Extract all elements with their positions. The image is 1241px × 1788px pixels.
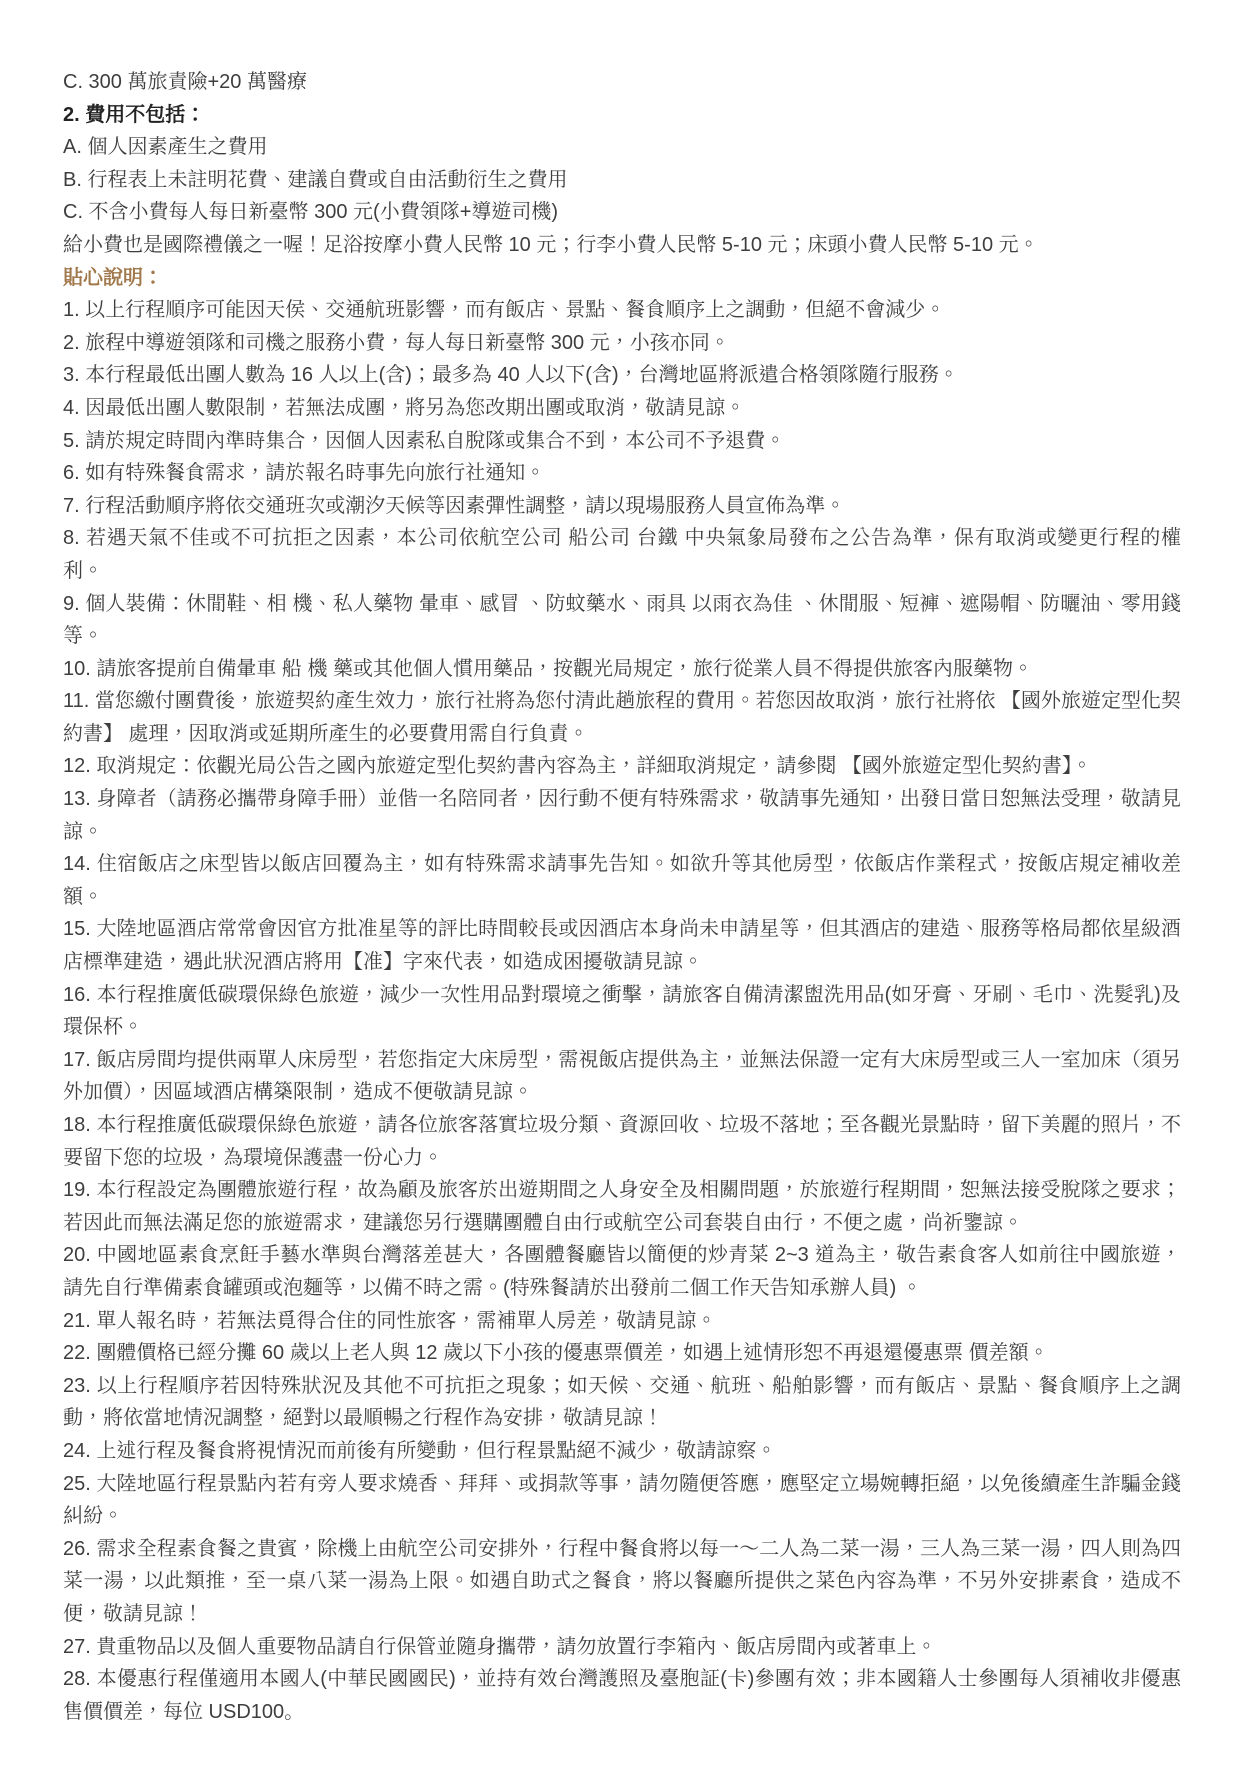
note-number: 6. — [63, 462, 86, 485]
note-item — [63, 425, 1181, 458]
note-item — [63, 750, 1181, 783]
note-number: 10. — [63, 657, 97, 680]
note-number: 11. — [63, 690, 95, 713]
note-item — [63, 1663, 1181, 1728]
note-text: 飯店房間均提供兩單人床房型，若您指定大床房型，需視飯店提供為主，並無法保證一定有大床房型或三人一室加床（須另外加價），因區域酒店構築限制，造成不便敬請見諒。 — [63, 1048, 1182, 1104]
note-text: 當您繳付團費後，旅遊契約產生效力，旅行社將為您付清此趟旅程的費用。若您因故取消，旅行社將依 【國外旅遊定型化契約書】 處理，因取消或延期所產生的必要費用需自行負責。 — [63, 690, 1181, 745]
note-number: 5. — [63, 429, 86, 452]
note-text: 本優惠行程僅適用本國人(中華民國國民)，並持有效台灣護照及臺胞証(卡)參團有效；非本國籍人士參團每人須補收非優惠售價價差，每位 USD100。 — [63, 1668, 1182, 1723]
note-text: 請於規定時間內準時集合，因個人因素私自脫隊或集合不到，本公司不予退費。 — [85, 429, 786, 452]
note-item — [63, 1435, 1181, 1468]
note-number: 18. — [63, 1114, 97, 1136]
note-item — [63, 294, 1181, 327]
note-text: 如有特殊餐食需求，請於報名時事先向旅行社通知。 — [85, 462, 546, 485]
note-item — [63, 685, 1181, 750]
note-number: 23. — [63, 1374, 97, 1397]
note-item — [63, 1239, 1181, 1304]
note-number: 26. — [63, 1537, 97, 1560]
note-item — [63, 1533, 1181, 1631]
note-number: 17. — [63, 1048, 97, 1071]
note-item — [63, 1468, 1181, 1533]
fees-line: 2. 費用不包括： — [63, 103, 206, 126]
note-number: 9. — [63, 592, 86, 615]
note-text: 本行程推廣低碳環保綠色旅遊，減少一次性用品對環境之衝擊，請旅客自備清潔盥洗用品(如牙膏、牙刷、毛巾、洗髮乳)及環保杯。 — [63, 983, 1182, 1039]
note-number: 8. — [63, 527, 86, 550]
note-item — [63, 1044, 1181, 1109]
note-number: 2. — [63, 331, 86, 354]
note-item — [63, 653, 1181, 686]
note-number: 16. — [63, 983, 97, 1006]
note-item — [63, 457, 1181, 490]
note-number: 3. — [63, 364, 86, 387]
note-number: 22. — [63, 1342, 97, 1365]
note-number: 12. — [63, 755, 97, 778]
fees-line: C. 300 萬旅責險+20 萬醫療 — [63, 71, 307, 93]
note-number: 19. — [63, 1179, 97, 1202]
note-item — [63, 359, 1181, 392]
note-item — [63, 327, 1181, 360]
note-text: 本行程最低出團人數為 16 人以上(含)；最多為 40 人以下(含)，台灣地區將派遣合格領隊隨行服務。 — [85, 364, 959, 387]
note-text: 本行程設定為團體旅遊行程，故為顧及旅客於出遊期間之人身安全及相關問題，於旅遊行程期間，恕無法接受脫隊之要求；若因此而無法滿足您的旅遊需求，建議您另行選購團體自由行或航空公司套裝自由行，不便之處，尚祈鑒諒。 — [63, 1179, 1182, 1234]
note-number: 21. — [63, 1309, 97, 1332]
note-text: 行程活動順序將依交通班次或潮汐天候等因素彈性調整，請以現場服務人員宣佈為準。 — [85, 494, 846, 517]
note-text: 大陸地區酒店常常會因官方批准星等的評比時間較長或因酒店本身尚未申請星等，但其酒店的建造、服務等格局都依星級酒店標準建造，遇此狀況酒店將用【准】字來代表，如造成困擾敬請見諒。 — [63, 918, 1182, 974]
note-number: 20. — [63, 1244, 97, 1267]
note-number: 28. — [63, 1668, 97, 1691]
note-text: 住宿飯店之床型皆以飯店回覆為主，如有特殊需求請事先告知。如欲升等其他房型，依飯店作業程式，按飯店規定補收差額。 — [63, 853, 1182, 908]
note-text: 貴重物品以及個人重要物品請自行保管並隨身攜帶，請勿放置行李箱內、飯店房間內或著車上。 — [96, 1635, 937, 1658]
fees-line: 給小費也是國際禮儀之一喔！足浴按摩小費人民幣 10 元；行李小費人民幣 5-10 元；床頭小費人民幣 5-10 元。 — [63, 233, 1039, 256]
notes-section — [63, 294, 1181, 1728]
note-text: 中國地區素食烹飪手藝水準與台灣落差甚大，各團體餐廳皆以簡便的炒青菜 2~3 道為主，敬告素食客人如前往中國旅遊，請先自行準備素食罐頭或泡麵等，以備不時之需。(特殊餐請於出發前二個工作天告知承辦人員) 。 — [63, 1244, 1181, 1299]
note-number: 1. — [63, 299, 86, 322]
fees-section — [63, 66, 1181, 262]
note-text: 取消規定：依觀光局公告之國內旅遊定型化契約書內容為主，詳細取消規定，請參閱 【國外旅遊定型化契約書】。 — [96, 755, 1092, 778]
note-number: 25. — [63, 1472, 97, 1495]
note-number: 27. — [63, 1635, 97, 1658]
fees-line: A. 個人因素產生之費用 — [63, 136, 268, 159]
note-number: 15. — [63, 918, 97, 941]
note-item — [63, 1370, 1181, 1435]
note-item — [63, 1305, 1181, 1338]
note-text: 單人報名時，若無法覓得合住的同性旅客，需補單人房差，敬請見諒。 — [96, 1309, 717, 1332]
note-text: 請旅客提前自備暈車 船 機 藥或其他個人慣用藥品，按觀光局規定，旅行從業人員不得提供旅客內服藥物。 — [96, 657, 1034, 680]
note-item — [63, 522, 1181, 587]
fees-line: C. 不含小費每人每日新臺幣 300 元(小費領隊+導遊司機) — [63, 201, 559, 224]
note-item — [63, 490, 1181, 523]
note-number: 14. — [63, 853, 97, 876]
note-item — [63, 913, 1181, 978]
note-text: 以上行程順序可能因天侯、交通航班影響，而有飯店、景點、餐食順序上之調動，但絕不會減少。 — [85, 299, 946, 322]
note-item — [63, 848, 1181, 913]
note-item — [63, 1109, 1181, 1174]
note-number: 13. — [63, 788, 97, 811]
note-text: 身障者（請務必攜帶身障手冊）並偕一名陪同者，因行動不便有特殊需求，敬請事先通知，出發日當日恕無法受理，敬請見諒。 — [63, 788, 1182, 843]
note-number: 4. — [63, 396, 86, 419]
note-text: 本行程推廣低碳環保綠色旅遊，請各位旅客落實垃圾分類、資源回收、垃圾不落地；至各觀光景點時，留下美麗的照片，不要留下您的垃圾，為環境保護盡一份心力。 — [63, 1114, 1182, 1169]
note-text: 個人裝備：休閒鞋、相 機、私人藥物 暈車、感冒 、防蚊藥水、雨具 以雨衣為佳 、休閒服、短褲、遮陽帽、防曬油、零用錢等。 — [63, 592, 1181, 648]
note-item — [63, 588, 1181, 653]
note-item — [63, 392, 1181, 425]
note-text: 旅程中導遊領隊和司機之服務小費，每人每日新臺幣 300 元，小孩亦同。 — [85, 331, 730, 354]
note-item — [63, 783, 1181, 848]
note-text: 團體價格已經分攤 60 歲以上老人與 12 歲以下小孩的優惠票價差，如遇上述情形恕不再退還優惠票 價差額。 — [96, 1342, 1049, 1365]
note-text: 需求全程素食餐之貴賓，除機上由航空公司安排外，行程中餐食將以每一～二人為二菜一湯，三人為三菜一湯，四人則為四菜一湯，以此類推，至一桌八菜一湯為上限。如遇自助式之餐食，將以餐廳所提供之菜色內容為準，不另外安排素食，造成不便，敬請見諒！ — [63, 1537, 1182, 1625]
note-text: 大陸地區行程景點內若有旁人要求燒香、拜拜、或捐款等事，請勿隨便答應，應堅定立場婉轉拒絕，以免後續產生詐騙金錢糾紛。 — [63, 1472, 1182, 1528]
note-text: 因最低出團人數限制，若無法成團，將另為您改期出團或取消，敬請見諒。 — [85, 396, 746, 419]
note-text: 上述行程及餐食將視情況而前後有所變動，但行程景點絕不減少，敬請諒察。 — [96, 1439, 777, 1462]
note-text: 若遇天氣不佳或不可抗拒之因素，本公司依航空公司 船公司 台鐵 中央氣象局發布之公告為準，保有取消或變更行程的權利。 — [63, 527, 1181, 582]
note-item — [63, 1174, 1181, 1239]
note-item — [63, 979, 1181, 1044]
note-number: 7. — [63, 494, 86, 517]
note-item — [63, 1631, 1181, 1664]
note-text: 以上行程順序若因特殊狀況及其他不可抗拒之現象；如天候、交通、航班、船舶影響，而有飯店、景點、餐食順序上之調動，將依當地情況調整，絕對以最順暢之行程作為安排，敬請見諒！ — [63, 1374, 1182, 1430]
notes-heading: 貼心說明： — [63, 266, 163, 289]
fees-line: B. 行程表上未註明花費、建議自費或自由活動衍生之費用 — [63, 168, 568, 191]
note-item — [63, 1337, 1181, 1370]
note-number: 24. — [63, 1439, 97, 1462]
